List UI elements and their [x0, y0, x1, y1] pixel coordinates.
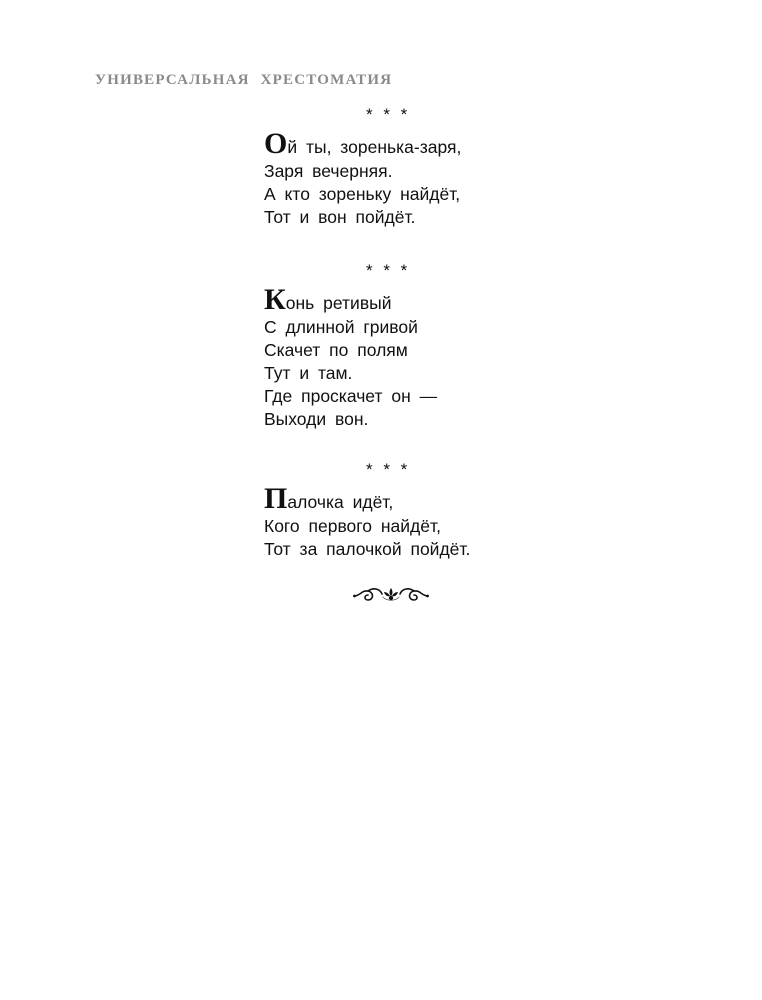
poem-line: С длинной гривой [264, 317, 418, 337]
poem-first-line [264, 283, 626, 316]
poem-line: Тот и вон пойдёт. [264, 207, 416, 227]
poem-3 [264, 459, 626, 561]
floral-vignette-icon [352, 584, 430, 606]
first-line-text: й ты, зоренька-заря, [287, 137, 462, 157]
poem-line: Выходи вон. [264, 409, 369, 429]
poem-first-line [264, 482, 626, 515]
poem-2 [264, 260, 626, 431]
poem-line: Тут и там. [264, 363, 353, 383]
poem-line: Скачет по полям [264, 340, 408, 360]
poem-line: Заря вечерняя. [264, 161, 393, 181]
poem-1 [264, 104, 626, 229]
drop-cap: О [264, 127, 288, 160]
first-line-text: алочка идёт, [287, 492, 394, 512]
first-line-text: онь ретивый [285, 293, 392, 313]
poem-separator: * * * [366, 460, 408, 479]
running-header: УНИВЕРСАЛЬНАЯ ХРЕСТОМАТИЯ [95, 72, 393, 88]
drop-cap: П [264, 482, 288, 515]
poem-separator: * * * [366, 261, 408, 280]
poem-line: А кто зореньку найдёт, [264, 184, 461, 204]
poem-first-line [264, 127, 626, 160]
poem-line: Кого первого найдёт, [264, 516, 441, 536]
poem-line: Тот за палочкой пойдёт. [264, 539, 471, 559]
poem-line: Где проскачет он — [264, 386, 438, 406]
drop-cap: К [264, 283, 286, 316]
poem-separator: * * * [366, 105, 408, 124]
